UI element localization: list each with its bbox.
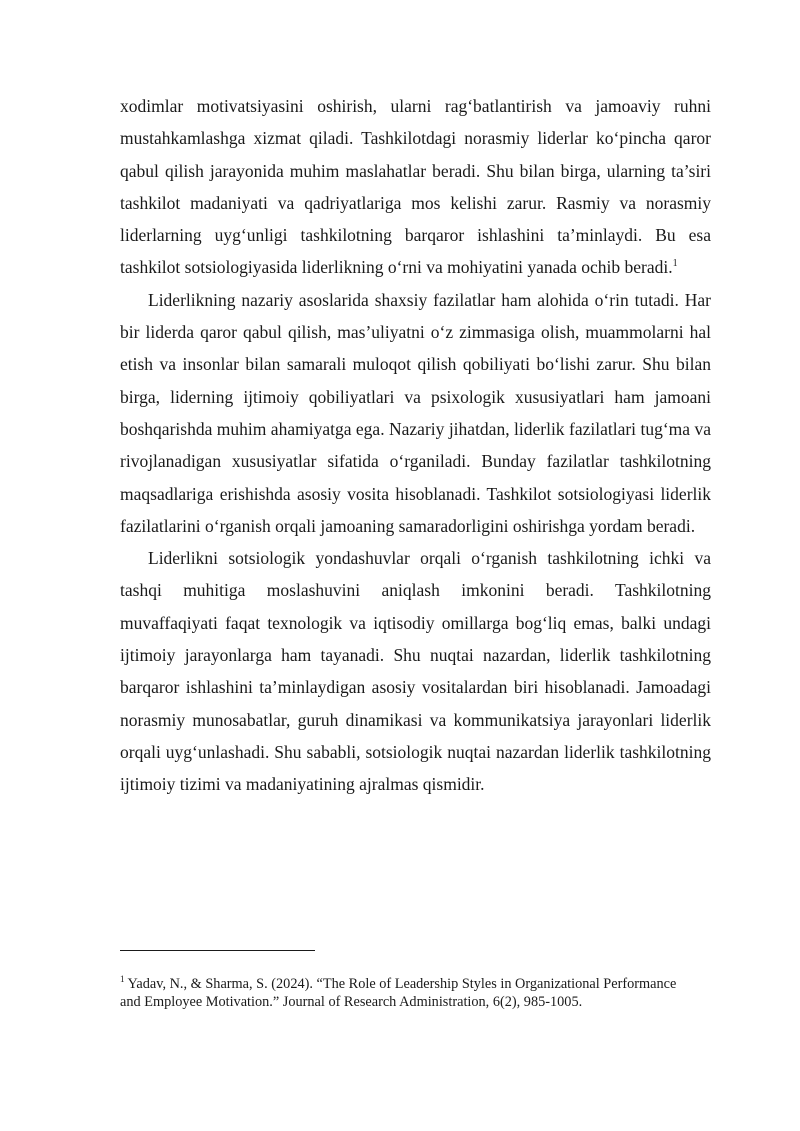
paragraph-2: Liderlikning nazariy asoslarida shaxsiy fazilatlar ham alohida o‘rin tutadi. Har bir liderda qaror qabul qilish, mas’uliyatni o‘z zimmasiga olish, muammolarni hal etish va insonlar bilan samarali muloqot qilish qobiliyati bo‘lishi zarur. Shu bilan birga, liderning ijtimoiy qobiliyatlari va psixologik xususiyatlari ham jamoani boshqarishda muhim ahamiyatga ega. Nazariy jihatdan, liderlik fazilatlari tug‘ma va rivojlanadigan xususiyatlar sifatida o‘rganiladi. Bunday fazilatlar tashkilotning maqsadlariga erishishda asosiy vosita hisoblanadi. Tashkilot sotsiologiyasi liderlik fazilatlarini o‘rganish orqali jamoaning samaradorligini oshirishga yordam beradi. [120,289,711,536]
footnote-marker: 1 [120,974,125,985]
footnote [120,975,680,1011]
body-text [120,90,711,801]
footnote-separator [120,950,315,951]
footnote-text: Yadav, N., & Sharma, S. (2024). “The Role of Leadership Styles in Organizational Performance and Employee Motivation.” Journal of Research Administration, 6(2), 985-1005. [120,976,677,1010]
paragraph-1-text: xodimlar motivatsiyasini oshirish, ularni rag‘batlantirish va jamoaviy ruhni mustahkamlashga xizmat qiladi. Tashkilotdagi norasmiy liderlar ko‘pincha qaror qabul qilish jarayonida muhim maslahatlar beradi. Shu bilan birga, ularning ta’siri tashkilot madaniyati va qadriyatlariga mos kelishi zarur. Rasmiy va norasmiy liderlarning uyg‘unligi tashkilotning barqaror ishlashini ta’minlaydi. Bu esa tashkilot sotsiologiyasida liderlikning o‘rni va mohiyatini yanada ochib beradi. [120,96,711,278]
footnote-reference[interactable]: 1 [672,258,678,270]
paragraph-3: Liderlikni sotsiologik yondashuvlar orqali o‘rganish tashkilotning ichki va tashqi muhitiga moslashuvini aniqlash imkonini beradi. Tashkilotning muvaffaqiyati faqat texnologik va iqtisodiy omillarga bog‘liq emas, balki undagi ijtimoiy jarayonlarga ham tayanadi. Shu nuqtai nazardan, liderlik tashkilotning barqaror ishlashini ta’minlaydigan asosiy vositalardan biri hisoblanadi. Jamoadagi norasmiy munosabatlar, guruh dinamikasi va kommunikatsiya jarayonlari liderlik orqali uyg‘unlashadi. Shu sababli, sotsiologik nuqtai nazardan liderlik tashkilotning ijtimoiy tizimi va madaniyatining ajralmas qismidir. [120,548,711,795]
paragraph-1 [120,90,711,284]
